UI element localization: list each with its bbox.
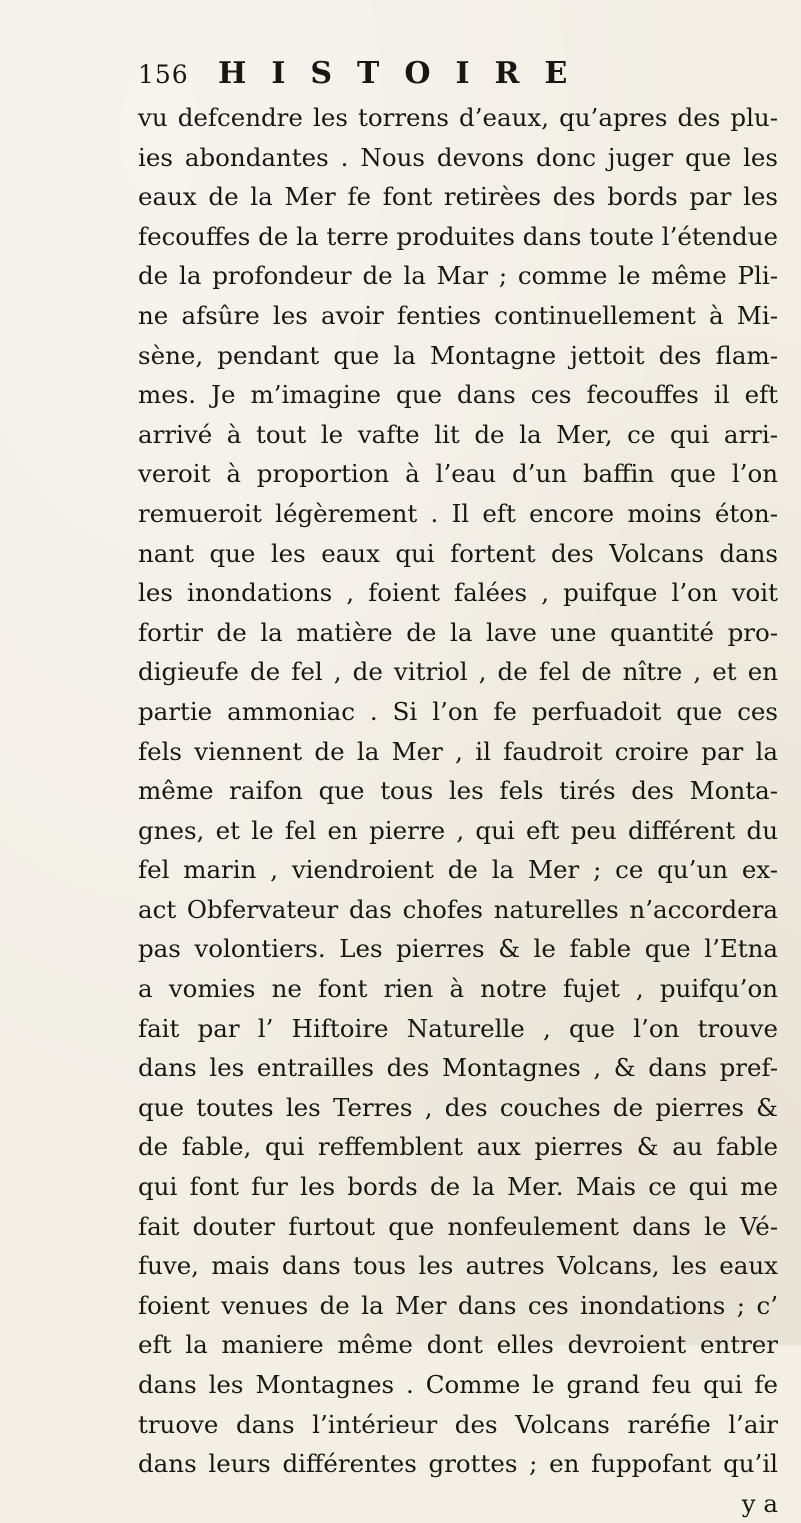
text-line: fel marin , viendroient de la Mer ; ce qu’un ex- <box>138 855 778 885</box>
text-line: de fable, qui reffemblent aux pierres & au fable <box>138 1132 778 1162</box>
text-line: de la profondeur de la Mar ; comme le même Pli- <box>138 261 778 291</box>
text-line: remueroit légèrement . Il eft encore moins éton- <box>138 498 778 528</box>
text-line: ne afsûre les avoir fenties continuellement à Mi- <box>138 300 778 330</box>
text-line: dans leurs différentes grottes ; en fuppofant qu’il <box>138 1449 778 1479</box>
text-line: fels viennent de la Mer , il faudroit croire par la <box>138 736 778 766</box>
text-line: fait par l’ Hiftoire Naturelle , que l’on trouve <box>138 1013 778 1043</box>
text-line: les inondations , foient falées , puifque l’on voit <box>138 578 778 608</box>
text-line: gnes, et le fel en pierre , qui eft peu différent du <box>138 815 778 845</box>
text-line: digieufe de fel , de vitriol , de fel de nître , et en <box>138 657 778 687</box>
text-line: nant que les eaux qui fortent des Volcans dans <box>138 538 778 568</box>
text-line: eaux de la Mer fe font retirèes des bords par les <box>138 182 778 212</box>
text-line: truove dans l’intérieur des Volcans raréfie l’air <box>138 1409 778 1439</box>
text-line: sène, pendant que la Montagne jettoit des flam- <box>138 340 778 370</box>
text-line: arrivé à tout le vafte lit de la Mer, ce qui arri- <box>138 419 778 449</box>
text-line: partie ammoniac . Si l’on fe perfuadoit que ces <box>138 696 778 726</box>
running-head <box>138 56 778 96</box>
running-title: HISTOIRE <box>218 56 593 91</box>
text-line: fortir de la matière de la lave une quantité pro- <box>138 617 778 647</box>
text-line: fuve, mais dans tous les autres Volcans, les eaux <box>138 1251 778 1281</box>
text-line: foient venues de la Mer dans ces inondations ; c’ <box>138 1290 778 1320</box>
text-line: fait douter furtout que nonfeulement dans le Vé- <box>138 1211 778 1241</box>
text-line: act Obfervateur das chofes naturelles n’accordera <box>138 894 778 924</box>
text-line: mes. Je m’imagine que dans ces fecouffes il eft <box>138 380 778 410</box>
text-line: que toutes les Terres , des couches de pierres & <box>138 1092 778 1122</box>
text-line: qui font fur les bords de la Mer. Mais ce qui me <box>138 1172 778 1202</box>
text-line: pas volontiers. Les pierres & le fable que l’Etna <box>138 934 778 964</box>
body-text <box>138 98 778 1523</box>
text-line: ies abondantes . Nous devons donc juger que les <box>138 142 778 172</box>
text-line: dans les entrailles des Montagnes , & dans pref- <box>138 1053 778 1083</box>
text-line: a vomies ne font rien à notre fujet , puifqu’on <box>138 974 778 1004</box>
text-line: veroit à proportion à l’eau d’un baffin que l’on <box>138 459 778 489</box>
text-line: dans les Montagnes . Comme le grand feu qui fe <box>138 1370 778 1399</box>
text-line: même raifon que tous les fels tirés des Monta- <box>138 776 778 806</box>
page-number: 156 <box>138 60 189 89</box>
catchword: y a <box>741 1488 778 1518</box>
text-line: vu defcendre les torrens d’eaux, qu’apres des plu- <box>138 103 778 132</box>
text-line: eft la maniere même dont elles devroient entrer <box>138 1330 778 1360</box>
text-line: fecouffes de la terre produites dans toute l’étendue <box>138 221 778 251</box>
